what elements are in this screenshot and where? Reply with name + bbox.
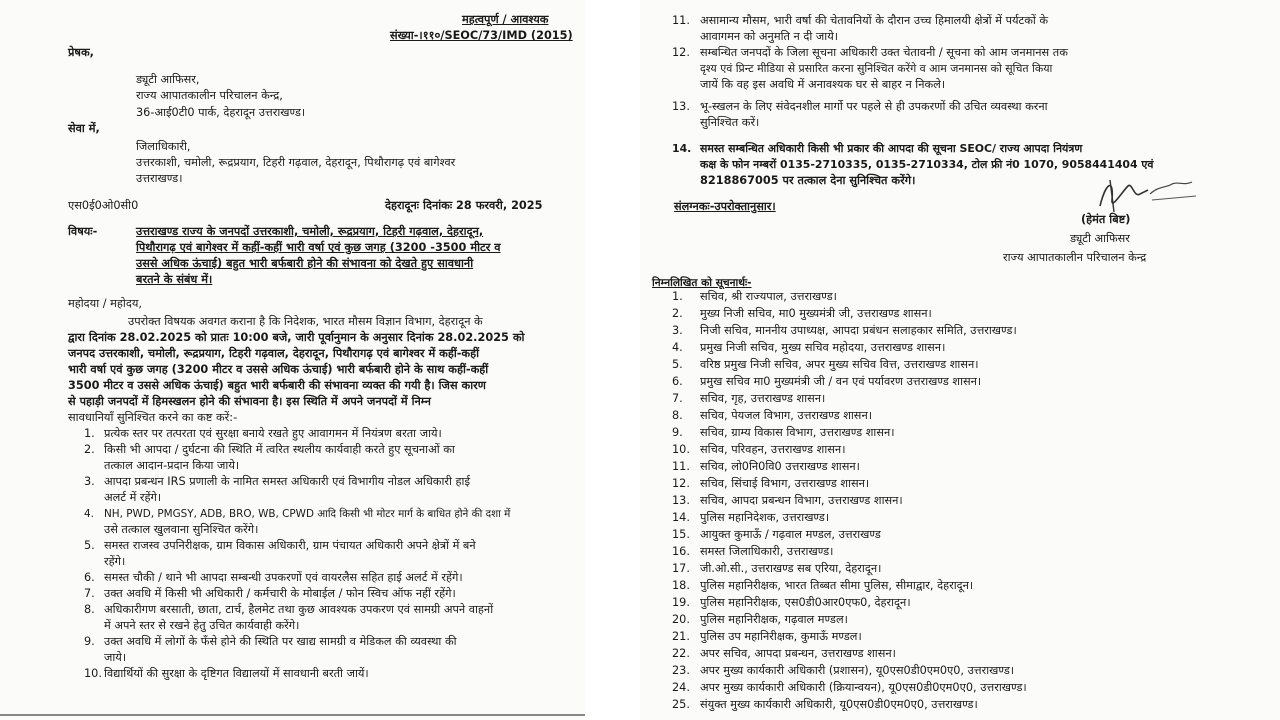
precaution-item-cont: अलर्ट में रहेंगे। <box>104 491 162 504</box>
sender-line: 36-आई0टी0 पार्क, देहरादून उत्तराखण्ड। <box>136 106 306 119</box>
copy-to-item: 14. पुलिस महानिदेशक, उत्तराखण्ड। <box>672 511 830 524</box>
precaution-item: 10. विद्यार्थियों की सुरक्षा के दृष्टिगत विद्यालयों में सावधानी बरती जायें। <box>84 667 369 680</box>
body-line: से पहाड़ी जनपदों में हिमस्खलन होने की संभावना है। इस स्थिति में अपने जनपदों में निम्न <box>68 395 431 408</box>
precaution-item-cont: जायें कि वह इस अवधि में अनावश्यक घर से बाहर न निकले। <box>700 78 946 91</box>
copy-to-item: 12. सचिव, सिंचाई विभाग, उत्तराखण्ड शासन। <box>672 477 870 490</box>
subject-line: पिथौरागढ़ एवं बागेश्वर में कहीं-कहीं भारी वर्षा एवं कुछ जगह (3200 -3500 मीटर व <box>136 241 501 254</box>
sender-line: ड्यूटी आफिसर, <box>136 73 200 86</box>
recipient-label: सेवा में, <box>68 122 100 135</box>
signer-name: (हेमंत बिष्ट) <box>1081 213 1131 226</box>
body-line: सावधानियाँ सुनिश्चित करने का कष्ट करें:- <box>68 411 238 424</box>
precaution-item-cont: रहेंगे। <box>104 555 126 568</box>
body-line: द्वारा दिनांक 28.02.2025 को प्रातः 10:00 बजे, जारी पूर्वानुमान के अनुसार दिनांक 28.02.2025 को <box>68 331 525 344</box>
precaution-item: 14. समस्त सम्बन्धित अधिकारी किसी भी प्रकार की आपदा की सूचना SEOC/ राज्य आपदा नियंत्रण <box>672 142 1083 155</box>
page-gap <box>585 0 640 720</box>
precaution-item-cont: आवागमन को अनुमति न दी जाये। <box>700 30 839 43</box>
precaution-item-cont: सुनिश्चित करें। <box>700 116 760 129</box>
letter-page-1 <box>0 0 585 720</box>
sender-label: प्रेषक, <box>68 46 94 59</box>
precaution-item-cont: कक्ष के फोन नम्बरों 0135-2710335, 0135-2710334, टोल फ्री नं0 1070, 9058441404 एवं <box>700 158 1154 171</box>
precaution-item: 12. सम्बन्धित जनपदों के जिला सूचना अधिकारी उक्त चेतावनी / सूचना को आम जनमानस तक <box>672 46 1068 59</box>
precaution-item-cont: तत्काल आदान-प्रदान किया जाये। <box>104 459 240 472</box>
signer-organisation: राज्य आपातकालीन परिचालन केन्द्र <box>1003 251 1147 264</box>
precaution-item: 13. भू-स्खलन के लिए संवेदनशील मार्गो पर पहले से ही उपकरणों की उचित व्यवस्था करना <box>672 100 1048 113</box>
body-line: जनपद उत्तरकाशी, चमोली, रूद्रप्रयाग, टिहरी गढ़वाल, देहरादून, पिथौरागढ़ एवं बागेश्वर में कहीं-कहीं <box>68 347 480 360</box>
precaution-item: 7. उक्त अवधि में किसी भी अधिकारी / कर्मचारी के मोबाईल / फोन स्विच ऑफ नहीं रहेंगे। <box>84 587 456 600</box>
copy-to-item: 20. पुलिस महानिरीक्षक, गढ़वाल मण्डल। <box>672 613 848 626</box>
body-line: 3500 मीटर व उससे अधिक ऊंचाई) बहुत भारी बर्फबारी की संभावना व्यक्त की गयी है। जिस कारण <box>68 379 486 392</box>
subject-line: बरतने के संबंध में। <box>136 273 213 286</box>
signature-mark <box>1092 172 1204 218</box>
copy-to-item: 1. सचिव, श्री राज्यपाल, उत्तराखण्ड। <box>672 290 837 303</box>
page-bottom-edge <box>0 714 585 716</box>
subject-label: विषयः- <box>68 225 98 238</box>
precaution-item: 2. किसी भी आपदा / दुर्घटना की स्थिति में त्वरित स्थलीय कार्यवाही करते हुए सूचनाओं का <box>84 443 455 456</box>
copy-to-item: 15. आयुक्त कुमाऊँ / गढ़वाल मण्डल, उत्तराखण्ड <box>672 528 881 541</box>
sender-line: राज्य आपातकालीन परिचालन केन्द्र, <box>136 89 283 102</box>
copy-to-item: 10. सचिव, परिवहन, उत्तराखण्ड शासन। <box>672 443 846 456</box>
recipient-line: जिलाधिकारी, <box>136 140 191 153</box>
copy-to-item: 2. मुख्य निजी सचिव, मा0 मुख्यमंत्री जी, उत्तराखण्ड शासन। <box>672 307 932 320</box>
copy-to-item: 13. सचिव, आपदा प्रबन्धन विभाग, उत्तराखण्ड शासन। <box>672 494 903 507</box>
precaution-item: 4. NH, PWD, PMGSY, ADB, BRO, WB, CPWD आदि किसी भी मोटर मार्ग के बाधित होने की दशा में <box>84 508 511 520</box>
copy-to-item: 5. वरिष्ठ प्रमुख निजी सचिव, अपर मुख्य सचिव वित्त, उत्तराखण्ड शासन। <box>672 358 979 371</box>
body-line: भारी वर्षा एवं कुछ जगह (3200 मीटर व उससे अधिक ऊंचाई) भारी बर्फबारी होने के साथ कहीं-कहीं <box>68 363 489 376</box>
copy-to-item: 6. प्रमुख सचिव मा0 मुख्यमंत्री जी / वन एवं पर्यावरण उत्तराखण्ड शासन। <box>672 375 982 388</box>
enclosure-note: संलग्नकः-उपरोक्तानुसार। <box>674 200 776 213</box>
copy-to-item: 19. पुलिस महानिरीक्षक, एस0डी0आर0एफ0, देहरादून। <box>672 596 911 609</box>
precaution-item: 11. असामान्य मौसम, भारी वर्षा की चेतावनियों के दौरान उच्च हिमालयी क्षेत्रों में पर्यटकों के <box>672 14 1049 27</box>
salutation: महोदया / महोदय, <box>68 297 142 310</box>
copy-to-item: 4. प्रमुख निजी सचिव, मुख्य सचिव महोदया, उत्तराखण्ड शासन। <box>672 341 946 354</box>
precaution-item-cont: 8218867005 पर तत्काल देना सुनिश्चित करेंगे। <box>700 174 916 187</box>
copy-to-item: 21. पुलिस उप महानिरीक्षक, कुमाऊँ मण्डल। <box>672 630 862 643</box>
precaution-item: 5. समस्त राजस्व उपनिरीक्षक, ग्राम विकास अधिकारी, ग्राम पंचायत अधिकारी अपने क्षेत्रों में बने <box>84 539 476 552</box>
body-line: उपरोक्त विषयक अवगत कराना है कि निदेशक, भारत मौसम विज्ञान विभाग, देहरादून के <box>128 315 483 328</box>
subject-line: उससे अधिक ऊंचाई) बहुत भारी बर्फबारी होने की संभावना को देखते हुए सावधानी <box>136 257 474 270</box>
recipient-line: उत्तराखण्ड। <box>136 172 183 185</box>
precaution-item: 8. अधिकारीगण बरसाती, छाता, टार्च, हैलमेट तथा कुछ आवश्यक उपकरण एवं सामग्री अपने वाहनों <box>84 603 494 616</box>
copy-to-item: 24. अपर मुख्य कार्यकारी अधिकारी (क्रियान्वयन), यू0एस0डी0एम0ए0, उत्तराखण्ड। <box>672 681 1027 694</box>
copy-to-item: 23. अपर मुख्य कार्यकारी अधिकारी (प्रशासन), यू0एस0डी0एम0ए0, उत्तराखण्ड। <box>672 664 1015 677</box>
copy-to-item: 3. निजी सचिव, माननीय उपाध्यक्ष, आपदा प्रबंधन सलाहकार समिति, उत्तराखण्ड। <box>672 324 1017 337</box>
reference-number: संख्या-।११०/SEOC/73/IMD (2015) <box>390 29 573 42</box>
copy-to-item: 7. सचिव, गृह, उत्तराखण्ड शासन। <box>672 392 826 405</box>
office-code: एस0ई0ओ0सी0 <box>68 199 139 212</box>
copy-to-item: 18. पुलिस महानिरीक्षक, भारत तिब्बत सीमा पुलिस, सीमाद्वार, देहरादून। <box>672 579 974 592</box>
precaution-item-cont: दृश्य एवं प्रिन्ट मीडिया से प्रसारित करना सुनिश्चित करेंगे व आम जनमानस को सूचित किया <box>700 62 1053 75</box>
recipient-line: उत्तरकाशी, चमोली, रूद्रप्रयाग, टिहरी गढ़वाल, देहरादून, पिथौरागढ़ एवं बागेश्वर <box>136 156 456 169</box>
subject-line: उत्तराखण्ड राज्य के जनपदों उत्तरकाशी, चमोली, रूद्रप्रयाग, टिहरी गढ़वाल, देहरादून, <box>136 225 484 238</box>
copy-to-heading: निम्नलिखित को सूचनार्थः- <box>652 277 752 289</box>
signer-title: ड्यूटी आफिसर <box>1070 232 1130 245</box>
copy-to-item: 16. समस्त जिलाधिकारी, उत्तराखण्ड। <box>672 545 834 558</box>
copy-to-item: 17. जी.ओ.सी., उत्तराखण्ड सब एरिया, देहरादून। <box>672 562 882 575</box>
precaution-item: 3. आपदा प्रबन्धन IRS प्रणाली के नामित समस्त अधिकारी एवं विभागीय नोडल अधिकारी हाई <box>84 475 470 488</box>
copy-to-item: 25. संयुक्त मुख्य कार्यकारी अधिकारी, यू0एस0डी0एम0ए0, उत्तराखण्ड। <box>672 698 978 711</box>
precaution-item-cont: उसे तत्काल खुलवाना सुनिश्चित करेंगे। <box>104 523 259 536</box>
copy-to-item: 8. सचिव, पेयजल विभाग, उत्तराखण्ड शासन। <box>672 409 872 422</box>
precaution-item: 6. समस्त चौकी / थाने भी आपदा सम्बन्धी उपकरणों एवं वायरलैस सहित हाई अलर्ट में रहेंगे। <box>84 571 463 584</box>
priority-tag: महत्वपूर्ण / आवश्यक <box>462 13 549 26</box>
precaution-item: 1. प्रत्येक स्तर पर तत्परता एवं सुरक्षा बनाये रखते हुए आवागमन में नियंत्रण बरता जाये। <box>84 427 442 440</box>
precaution-item-cont: में अपने स्तर से रखने हेतु उचित कार्यवाही करेंगे। <box>104 619 300 632</box>
copy-to-item: 11. सचिव, लो0नि0वि0 उत्तराखण्ड शासन। <box>672 460 860 473</box>
precaution-item: 9. उक्त अवधि में लोगों के फँसे होने की स्थिति पर खाद्य सामग्री व मेडिकल की व्यवस्था की <box>84 635 457 648</box>
precaution-item-cont: जाये। <box>104 651 127 664</box>
letter-date: देहरादूनः दिनांकः 28 फरवरी, 2025 <box>385 199 543 212</box>
copy-to-item: 9. सचिव, ग्राम्य विकास विभाग, उत्तराखण्ड शासन। <box>672 426 895 439</box>
copy-to-item: 22. अपर सचिव, आपदा प्रबन्धन, उत्तराखण्ड शासन। <box>672 647 896 660</box>
